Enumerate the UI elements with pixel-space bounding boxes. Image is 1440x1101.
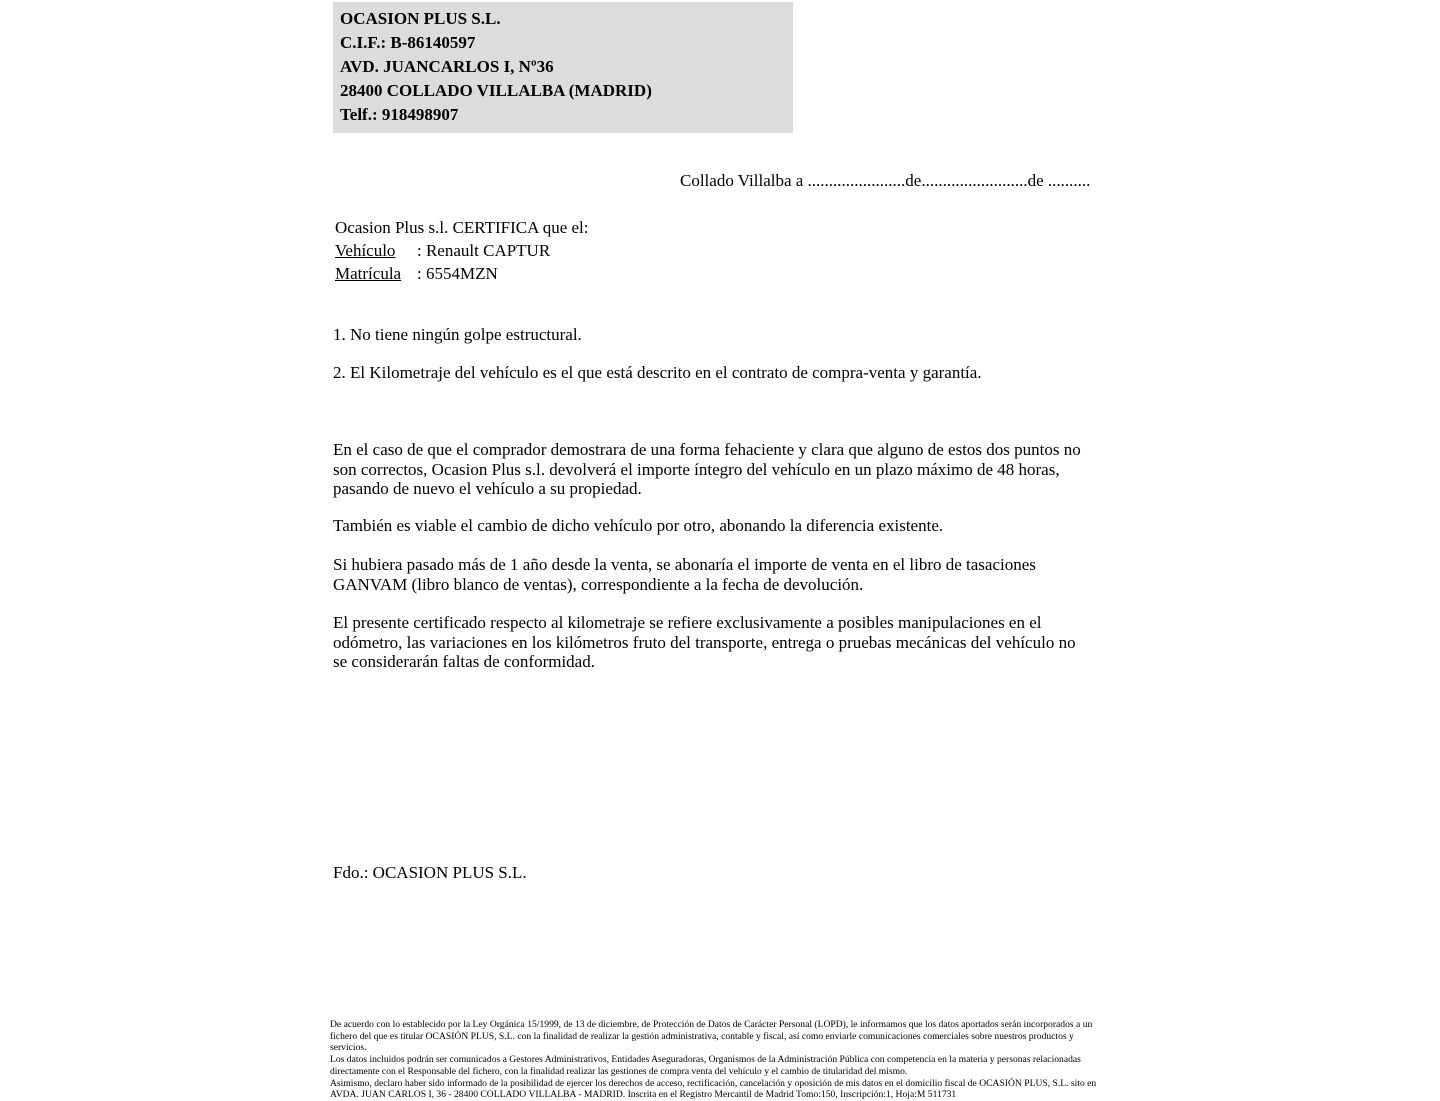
vehicle-label-cell (335, 239, 417, 262)
company-name: OCASION PLUS S.L. (340, 9, 501, 28)
paragraph-odometer: El presente certificado respecto al kilometraje se refiere exclusivamente a posibles manipulaciones en el odómetro, las variaciones en los kilómetros fruto del transporte, entrega o pruebas mecánicas del vehículo no se considerarán faltas de conformidad. (333, 613, 1076, 671)
certify-intro: Ocasion Plus s.l. CERTIFICA que el: (335, 218, 589, 237)
legal-communication: Los datos incluidos podrán ser comunicados a Gestores Administrativos, Entidades Aseguradoras, Organismos de la Administración Pública con competencia en la materia y personas relacionadas directamente con el Responsable del fichero, con la finalidad realizar las gestiones de compra venta del vehículo y el cambio de titularidad del mismo. (330, 1054, 1081, 1077)
company-header-box (333, 2, 793, 133)
signature-line: Fdo.: OCASION PLUS S.L. (333, 863, 527, 882)
legal-rights: Asimismo, declaro haber sido informado de la posibilidad de ejercer los derechos de acceso, rectificación, cancelación y oposición de mis datos en el domicilio fiscal de OCASIÓN PLUS, S.L. sito en AVDA. JUAN CARLOS I, 36 - 28400 COLLADO VILLALBA - MADRID. Inscrita en el Registro Mercantil de Madrid Tomo:150, Inscripción:1, Hoja:M 511731 (330, 1077, 1097, 1101)
company-phone: Telf.: 918498907 (340, 105, 459, 124)
vehicle-row (335, 239, 589, 262)
paragraph-ganvam: Si hubiera pasado más de 1 año desde la venta, se abonaría el importe de venta en el libro de tasaciones GANVAM (libro blanco de ventas), correspondiente a la fecha de devolución. (333, 555, 1036, 594)
certificate-point-2: 2. El Kilometraje del vehículo es el que está descrito en el contrato de compra-venta y garantía. (333, 363, 982, 382)
paragraph-exchange: También es viable el cambio de dicho vehículo por otro, abonando la diferencia existente. (333, 516, 944, 535)
company-cif: C.I.F.: B-86140597 (340, 33, 476, 52)
certification-block (335, 216, 589, 285)
plate-row (335, 262, 589, 285)
paragraph-refund: En el caso de que el comprador demostrara de una forma fehaciente y clara que alguno de estos dos puntos no son correctos, Ocasion Plus s.l. devolverá el importe íntegro del vehículo en un plazo máximo de 48 horas, pasando de nuevo el vehículo a su propiedad. (333, 440, 1081, 498)
legal-footer (330, 1019, 1102, 1101)
plate-value: : 6554MZN (417, 264, 498, 283)
certificate-point-1: 1. No tiene ningún golpe estructural. (333, 325, 582, 344)
company-city: 28400 COLLADO VILLALBA (MADRID) (340, 81, 652, 100)
date-line: Collado Villalba a .......................de.........................de .......... (680, 171, 1091, 190)
legal-lopd: De acuerdo con lo establecido por la Ley Orgánica 15/1999, de 13 de diciembre, de Protección de Datos de Carácter Personal (LOPD), le informamos que los datos aportados serán incorporados a un fichero del que es titular OCASIÓN PLUS, S.L. con la finalidad de realizar la gestión administrativa, contable y fiscal, así como enviarle comunicaciones comerciales sobre nuestros productos y servicios. (330, 1019, 1093, 1054)
vehicle-value: : Renault CAPTUR (417, 241, 551, 260)
vehicle-label: Vehículo (335, 241, 396, 260)
plate-label: Matrícula (335, 264, 402, 283)
plate-label-cell (335, 262, 417, 285)
company-address: AVD. JUANCARLOS I, Nº36 (340, 57, 554, 76)
